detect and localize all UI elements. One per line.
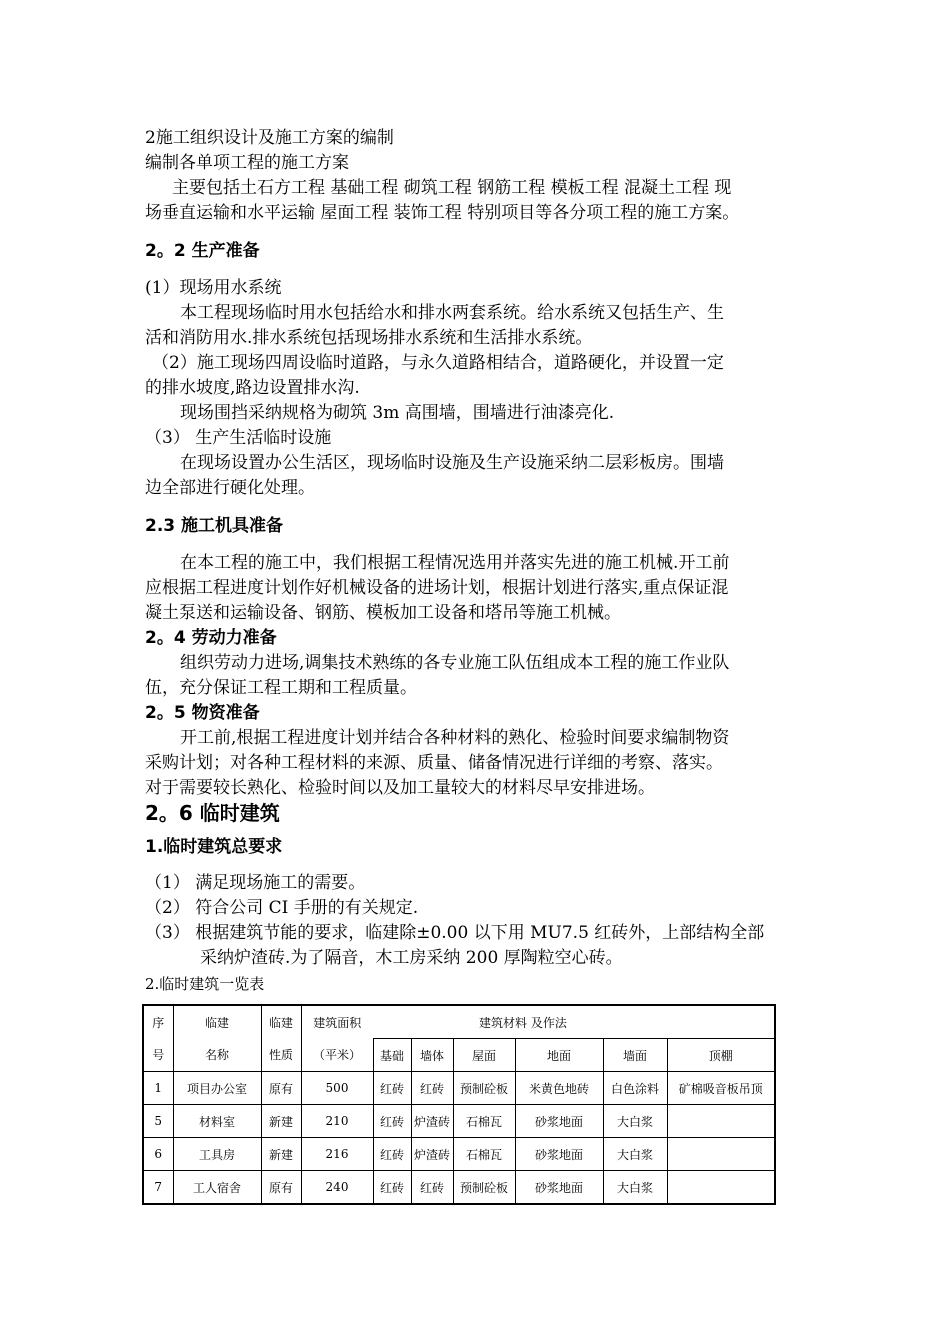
cell-seq: 1 — [143, 1072, 173, 1105]
heading-2-2: 2。2 生产准备 — [145, 241, 260, 261]
list-item: （3） 生产生活临时设施 — [145, 428, 332, 448]
cell-seq: 5 — [143, 1105, 173, 1138]
header-nature: 临建 — [261, 1005, 301, 1039]
paragraph-line: 采购计划；对各种工程材料的来源、质量、储备情况进行详细的考察、落实。 — [145, 753, 723, 773]
paragraph-line: 伍，充分保证工程工期和工程质量。 — [145, 678, 417, 698]
header-materials: 建筑材料 及作法 — [373, 1005, 775, 1039]
header-wall: 墙体 — [411, 1039, 453, 1072]
cell-ceiling: 矿棉吸音板吊顶 — [667, 1072, 775, 1105]
table-caption: 2.临时建筑一览表 — [145, 975, 265, 993]
list-item: （3） 根据建筑节能的要求，临建除±0.00 以下用 MU7.5 红砖外，上部结构全部 — [145, 923, 765, 943]
subsection-title: 编制各单项工程的施工方案 — [145, 153, 349, 173]
cell-roof: 石棉瓦 — [453, 1138, 515, 1171]
header-roof: 屋面 — [453, 1039, 515, 1072]
section-title: 2施工组织设计及施工方案的编制 — [145, 128, 394, 148]
paragraph-line: 在本工程的施工中，我们根据工程情况选用并落实先进的施工机械.开工前 — [180, 553, 730, 573]
cell-roof: 预制砼板 — [453, 1072, 515, 1105]
list-item: (1）现场用水系统 — [145, 278, 282, 298]
cell-wall: 红砖 — [411, 1072, 453, 1105]
header-foundation: 基础 — [373, 1039, 411, 1072]
cell-area: 500 — [301, 1072, 373, 1105]
paragraph-line: 凝土泵送和运输设备、钢筋、模板加工设备和塔吊等施工机械。 — [145, 603, 621, 623]
cell-seq: 6 — [143, 1138, 173, 1171]
cell-area: 216 — [301, 1138, 373, 1171]
paragraph-line: 本工程现场临时用水包括给水和排水两套系统。给水系统又包括生产、生 — [180, 303, 724, 323]
cell-wall: 炉渣砖 — [411, 1105, 453, 1138]
cell-wall: 炉渣砖 — [411, 1138, 453, 1171]
list-item: （1） 满足现场施工的需要。 — [145, 873, 366, 893]
table-row — [143, 1138, 775, 1171]
cell-foundation: 红砖 — [373, 1138, 411, 1171]
paragraph-line: （2）施工现场四周设临时道路，与永久道路相结合，道路硬化，并设置一定 — [152, 353, 724, 373]
cell-foundation: 红砖 — [373, 1171, 411, 1205]
table-header-row — [143, 1039, 775, 1072]
header-ceiling: 顶棚 — [667, 1039, 775, 1072]
cell-ceiling — [667, 1171, 775, 1205]
paragraph-line: 的排水坡度,路边设置排水沟. — [145, 378, 360, 398]
paragraph-line: 现场围挡采纳规格为砌筑 3m 高围墙，围墙进行油漆亮化. — [180, 403, 615, 423]
table-row — [143, 1171, 775, 1205]
header-seq: 序 — [143, 1005, 173, 1039]
paragraph-line: 组织劳动力进场,调集技术熟练的各专业施工队伍组成本工程的施工作业队 — [180, 653, 730, 673]
cell-ceiling — [667, 1138, 775, 1171]
cell-name: 项目办公室 — [173, 1072, 261, 1105]
cell-area: 210 — [301, 1105, 373, 1138]
cell-foundation: 红砖 — [373, 1105, 411, 1138]
heading-2-3: 2.3 施工机具准备 — [145, 516, 284, 536]
table-header-row — [143, 1005, 775, 1039]
cell-name: 材料室 — [173, 1105, 261, 1138]
paragraph-line: 在现场设置办公生活区，现场临时设施及生产设施采纳二层彩板房。围墙 — [180, 453, 724, 473]
paragraph-line: 边全部进行硬化处理。 — [145, 478, 315, 498]
paragraph-line: 对于需要较长熟化、检验时间以及加工量较大的材料尽早安排进场。 — [145, 778, 655, 798]
heading-2-4: 2。4 劳动力准备 — [145, 628, 277, 648]
cell-name: 工人宿舍 — [173, 1171, 261, 1205]
paragraph-line: 应根据工程进度计划作好机械设备的进场计划，根据计划进行落实,重点保证混 — [145, 578, 729, 598]
header-nature: 性质 — [261, 1039, 301, 1072]
header-name: 名称 — [173, 1039, 261, 1072]
list-item: （2） 符合公司 CI 手册的有关规定. — [145, 898, 419, 918]
table-row — [143, 1105, 775, 1138]
table-row — [143, 1072, 775, 1105]
paragraph-line: 场垂直运输和水平运输 屋面工程 装饰工程 特别项目等各分项工程的施工方案。 — [145, 203, 740, 223]
cell-roof: 石棉瓦 — [453, 1105, 515, 1138]
cell-floor: 砂浆地面 — [515, 1138, 603, 1171]
header-area: （平米） — [301, 1039, 373, 1072]
header-seq: 号 — [143, 1039, 173, 1072]
cell-ceiling — [667, 1105, 775, 1138]
header-floor: 地面 — [515, 1039, 603, 1072]
cell-nature: 原有 — [261, 1171, 301, 1205]
header-wallface: 墙面 — [603, 1039, 667, 1072]
header-name: 临建 — [173, 1005, 261, 1039]
paragraph-line: 活和消防用水.排水系统包括现场排水系统和生活排水系统。 — [145, 328, 593, 348]
cell-floor: 米黄色地砖 — [515, 1072, 603, 1105]
cell-wallface: 大白浆 — [603, 1138, 667, 1171]
cell-name: 工具房 — [173, 1138, 261, 1171]
cell-wallface: 大白浆 — [603, 1171, 667, 1205]
heading-temp-building-requirements: 1.临时建筑总要求 — [145, 837, 283, 857]
paragraph-line: 主要包括土石方工程 基础工程 砌筑工程 钢筋工程 模板工程 混凝土工程 现 — [172, 178, 732, 198]
cell-wall: 红砖 — [411, 1171, 453, 1205]
header-area: 建筑面积 — [301, 1005, 373, 1039]
cell-wallface: 白色涂料 — [603, 1072, 667, 1105]
cell-floor: 砂浆地面 — [515, 1105, 603, 1138]
paragraph-line: 开工前,根据工程进度计划并结合各种材料的熟化、检验时间要求编制物资 — [180, 728, 730, 748]
cell-foundation: 红砖 — [373, 1072, 411, 1105]
cell-nature: 原有 — [261, 1072, 301, 1105]
cell-area: 240 — [301, 1171, 373, 1205]
temp-building-table — [142, 1004, 776, 1205]
cell-nature: 新建 — [261, 1138, 301, 1171]
list-item-continuation: 采纳炉渣砖.为了隔音，木工房采纳 200 厚陶粒空心砖。 — [200, 948, 623, 968]
cell-roof: 预制砼板 — [453, 1171, 515, 1205]
heading-2-6: 2。6 临时建筑 — [145, 801, 280, 825]
cell-seq: 7 — [143, 1171, 173, 1205]
heading-2-5: 2。5 物资准备 — [145, 703, 260, 723]
cell-wallface: 大白浆 — [603, 1105, 667, 1138]
cell-nature: 新建 — [261, 1105, 301, 1138]
cell-floor: 砂浆地面 — [515, 1171, 603, 1205]
